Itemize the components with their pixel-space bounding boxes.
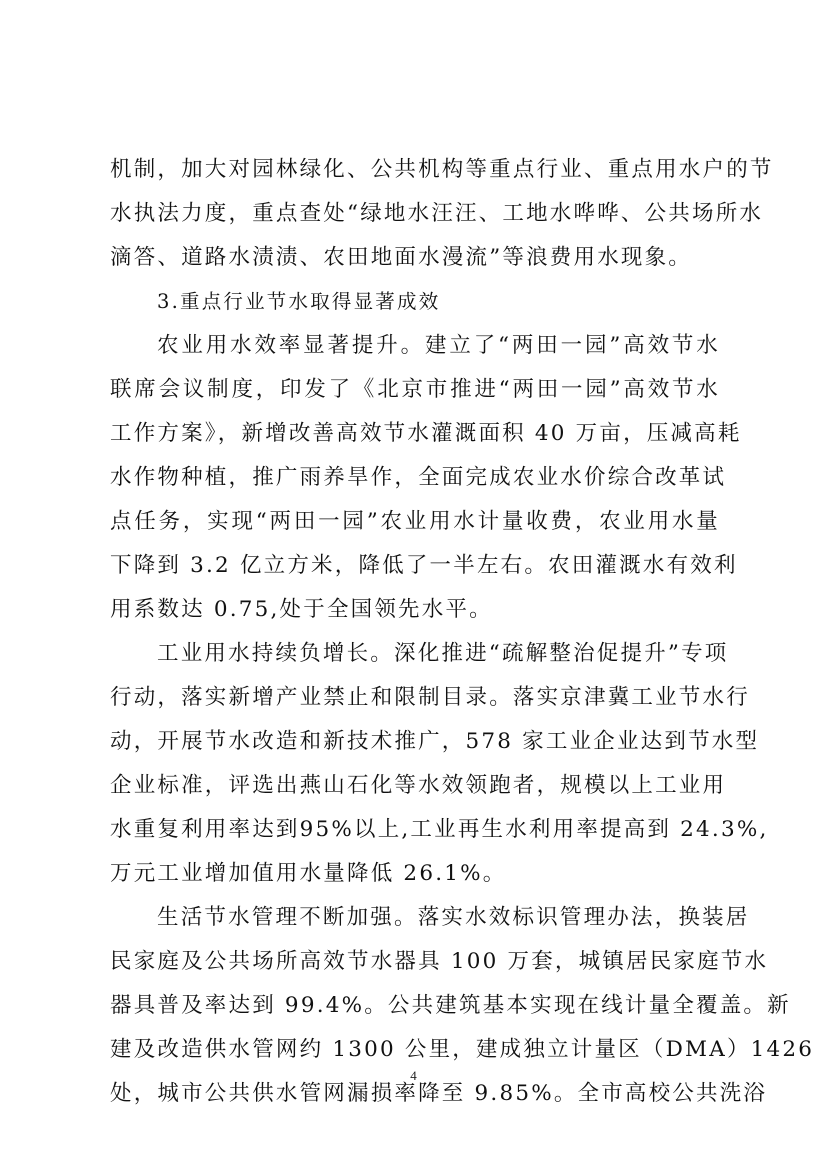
text-line: 水执法力度，重点查处“绿地水汪汪、工地水哗哗、公共场所水 — [110, 201, 764, 226]
text-line: 点任务，实现“两田一园”农业用水计量收费，农业用水量 — [110, 509, 720, 534]
text-line: 建及改造供水管网约 1300 公里，建成独立计量区（DMA）1426 — [110, 1037, 815, 1062]
text-line: 农业用水效率显著提升。建立了“两田一园”高效节水 — [157, 333, 720, 358]
text-line: 生活节水管理不断加强。落实水效标识管理办法，换装居 — [157, 905, 750, 930]
text-line: 下降到 3.2 亿立方米，降低了一半左右。农田灌溉水有效利 — [110, 553, 738, 578]
text-line: 滴答、道路水渍渍、农田地面水漫流”等浪费用水现象。 — [110, 245, 692, 270]
text-line: 行动，落实新增产业禁止和限制目录。落实京津冀工业节水行 — [110, 685, 750, 710]
text-line: 处，城市公共供水管网漏损率降至 9.85%。全市高校公共洗浴 — [110, 1081, 768, 1106]
text-line: 工作方案》，新增改善高效节水灌溉面积 40 万亩，压减高耗 — [110, 421, 742, 446]
section-heading: 3.重点行业节水取得显著成效 — [157, 290, 441, 313]
text-line: 动，开展节水改造和新技术推广，578 家工业企业达到节水型 — [110, 729, 760, 754]
text-line: 机制，加大对园林绿化、公共机构等重点行业、重点用水户的节 — [110, 157, 774, 182]
text-line: 水重复利用率达到95%以上,工业再生水利用率提高到 24.3%, — [110, 817, 769, 842]
text-line: 万元工业增加值用水量降低 26.1%。 — [110, 861, 507, 886]
page-number: 4 — [410, 1068, 417, 1083]
text-line: 工业用水持续负增长。深化推进“疏解整治促提升”专项 — [157, 641, 729, 666]
text-line: 企业标准，评选出燕山石化等水效领跑者，规模以上工业用 — [110, 773, 727, 798]
text-line: 民家庭及公共场所高效节水器具 100 万套，城镇居民家庭节水 — [110, 949, 769, 974]
text-line: 水作物种植，推广雨养旱作，全面完成农业水价综合改革试 — [110, 465, 727, 490]
text-line: 联席会议制度，印发了《北京市推进“两田一园”高效节水 — [110, 377, 720, 402]
text-line: 器具普及率达到 99.4%。公共建筑基本实现在线计量全覆盖。新 — [110, 993, 791, 1018]
text-line: 用系数达 0.75,处于全国领先水平。 — [110, 597, 493, 622]
